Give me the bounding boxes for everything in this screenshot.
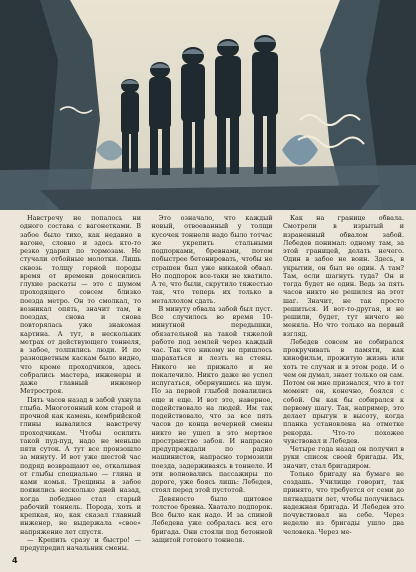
text-column-3 (283, 214, 404, 544)
paragraph: Только бригаду на бумаге не создашь. Училище говорит, так принято, что требуется от семи до пятнадцати лет, чтобы получилась надежная бригада. И Лебедев это почувствовал на себе. Через неделю из бригады ушло два человека. Через ме- (283, 469, 404, 536)
paragraph: Лебедев совсем не собирался прокручивать в памяти, как кинофильм, прожитую жизнь или хоть те случаи и в этом роде. И о чем он думал, знает только он сам. Потом он мне признался, что в тот момент он, конечно, боялся с собой. Он как бы собирался к первому шагу. Так, например, это делает прыгун в высоту, когда планка установлена на отметке рекорда. Что-то похожее чувствовал и Лебедев. (283, 337, 404, 445)
paragraph: — Крепить сразу и быстро! — предупредил начальник смены. (20, 535, 141, 552)
paragraph: Пять часов назад в забой ухнула глыба. Многотонный ком старой и прочной как камень, кембрийской глины вывалился навстречу проходчикам. Чтобы осилить такой пуд-пуд, надо не меньше пяти суток. А тут все произошло за минуту. И вот уже шестой час подряд возвращают ее, откалывая от глыбы специально — глина и ками комья. Трещины в забое появились несколько дней назад, когда победнее стал старый рабочий тоннель. Порода, хоть и крепкая, но, как сказал главный инженер, не выдержала «свое» напряжение лет спустя. (20, 395, 141, 536)
page-number: 4 (12, 556, 18, 565)
paragraph: Девяносто было щитовое толстое бревна. Хватало подпорок. Все было как надо. И за спиной Лебедева уже собралась вся его бригада. Они стояли под бетонной защитой готового тоннеля. (151, 494, 273, 544)
text-column-1 (20, 214, 141, 552)
article-text (20, 214, 404, 552)
paragraph: В минуту обвала забой был пуст. Все случилось во время 10-минутной передышки, обязательной на такой тяжелой работе под землей через каждый час. Так что никому не пришлось шарахаться и лезть на стены. Никого не прижало и не покалечило. Никто даже не успел испугаться, обернувшись на шум. По за первой глыбой повалились еще и еще. И вот это, наверное, подействовало на людей. Им так подействовало, что за все пять часов до конца вечерней смены никто не ушел в это мертвое пространство забоя. И напрасно предупреждали по радио машинистов, напрасно тормозили поезда, задерживаясь в тоннеле. И эти волновались пассажиры по дороге, уже боясь лишь: Лебедев, стоял перед этой пустотой. (151, 304, 273, 495)
text-column-2 (152, 214, 273, 544)
paragraph: Это означало, что каждый новый, отвоеванный у толщи кусочек тоннеля надо было тотчас же укрепить стальными подпорками, бревнами, потом побыстрее бетонировать, чтобы не страшен был уже никакой обвал. Но подпорок все-таки не хватило. А те, что были, скрутило тяжестью так, что теперь их только в металлолом сдать. (151, 214, 273, 305)
paragraph: Навстречу не попалось ни одного состава с вагонетками. В забое было тихо, как недавно в вагоне, словно и здесь кто-то резко ударил по тормозам. Не стучали отбойные молотки. Лишь сквозь толщу горной породы время от времени доносились глухие раскаты — это с шумом проходящего совсем близко поезда метро. Он то смолкал, то возникал опять, значит там, в поездах, снова и снова повторялась уже знакомая картина. А тут, в нескольких метрах от действующего тоннеля, в забое, толпились люди. И по разноцветным каскам было видно, что кроме проходчиков, здесь собрались мастера, инженеры и даже главный инженер Метростроя. (20, 214, 141, 396)
mine-workers-illustration (0, 0, 416, 210)
paragraph: Четыре года назад он получил в руки список своей бригады. Их, значит, стал бригадиром. (283, 445, 404, 470)
paragraph: Как на границе обвала. Смотрели в изрытый и израненный обвалом забой. Лебедев понимал: одному там, за этой границей, делать нечего. Один в забое не воин. Здесь, в укрытии, он был не один. А там? Там, если шагнуть туда? Он и тогда будет не один. Ведь за пять часов никто не решился на этот шаг. Значит, не так просто решиться. И вот-то-другая, и не решили, будет, тут ничего не меняла. Но что только на первый взгляд. (283, 214, 404, 338)
